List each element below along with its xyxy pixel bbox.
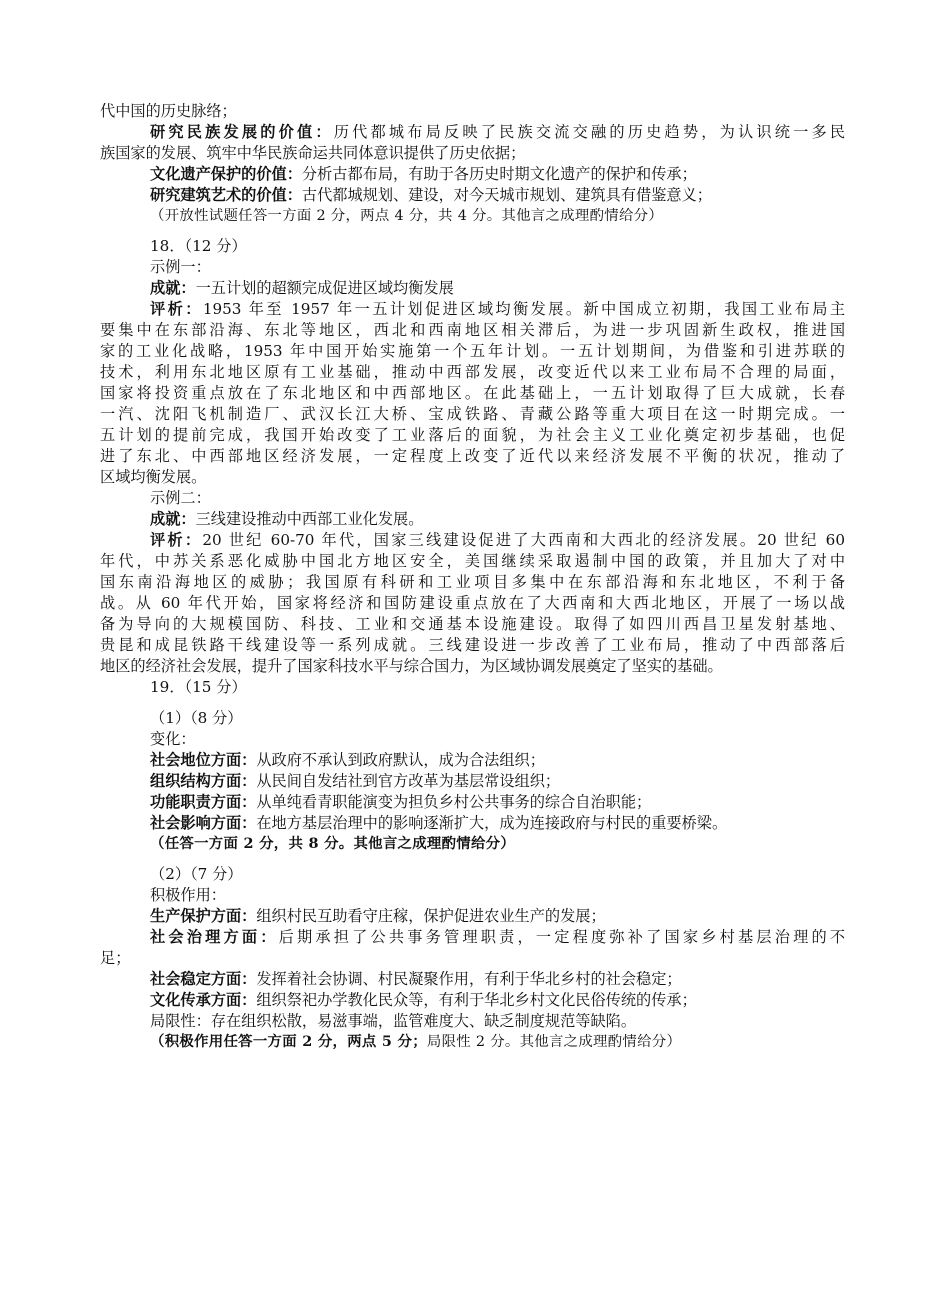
q19-heading: 19．（15 分） xyxy=(150,678,247,696)
q18-example2-eval-line: 备为导向的大规模国防、科技、工业和交通基本设施建设。取得了如四川西昌卫星发射基地、 xyxy=(100,615,845,633)
q18-example2-eval-line: 贵昆和成昆铁路干线建设等一系列成就。三线建设进一步改善了工业布局，推动了中西部落后 xyxy=(100,636,845,654)
q19-part1-item: 组织结构方面：从民间自发结社到官方改革为基层常设组织； xyxy=(150,772,561,790)
q17-scoring-note: （开放性试题任答一方面 2 分，两点 4 分，共 4 分。其他言之成理酌情给分） xyxy=(150,208,664,224)
q18-heading: 18．（12 分） xyxy=(150,237,247,255)
q19-part2-item-cont: 足； xyxy=(100,949,131,967)
q19-part2-heading: （2）（7 分） xyxy=(150,865,243,883)
q18-example1-eval-line: 要集中在东部沿海、东北等地区，西北和西南地区相关滞后，为进一步巩固新生政权，推进国 xyxy=(100,321,845,339)
q18-example2-eval-line: 战。从 60 年代开始，国家将经济和国防建设重点放在了大西南和大西北地区，开展了一场以战 xyxy=(100,594,845,612)
q17-point-ethnic: 研究民族发展的价值：历代都城布局反映了民族交流交融的历史趋势，为认识统一多民 xyxy=(150,123,845,141)
q18-example1-eval-line: 家的工业化战略，1953 年中国开始实施第一个五年计划。一五计划期间，为借鉴和引进苏联的 xyxy=(100,342,845,360)
q17-point-architecture-label: 研究建筑艺术的价值： xyxy=(150,186,302,204)
q18-example1-eval-line: 五计划的提前完成，我国开始改变了工业落后的面貌，为社会主义工业化奠定初步基础，也促 xyxy=(100,426,845,444)
q17-point-architecture: 研究建筑艺术的价值：古代都城规划、建设，对今天城市规划、建筑具有借鉴意义； xyxy=(150,186,712,204)
q19-part2-item: 文化传承方面：组织祭祀办学教化民众等，有利于华北乡村文化民俗传统的传承； xyxy=(150,991,697,1009)
q18-example1-eval-line: 进了东北、中西部地区经济发展，一定程度上改变了近代以来经济发展不平衡的状况，推动了 xyxy=(100,447,845,465)
q19-part2-scoring-note: （积极作用任答一方面 2 分，两点 5 分；局限性 2 分。其他言之成理酌情给分） xyxy=(150,1033,682,1050)
q18-example2-achievement: 成就：三线建设推动中西部工业化发展。 xyxy=(150,510,424,528)
q18-example1-achievement: 成就：一五计划的超额完成促进区域均衡发展 xyxy=(150,279,454,297)
q18-example2-eval-line: 国东南沿海地区的威胁；我国原有科研和工业项目多集中在东部沿海和东北地区，不利于备 xyxy=(100,573,845,591)
q19-part2-item: 社会治理方面：后期承担了公共事务管理职责，一定程度弥补了国家乡村基层治理的不 xyxy=(150,928,845,946)
q18-example2-eval-line: 地区的经济社会发展，提升了国家科技水平与综合国力，为区域协调发展奠定了坚实的基础。 xyxy=(100,657,723,675)
q19-part1-item: 功能职责方面：从单纯看青职能演变为担负乡村公共事务的综合自治职能； xyxy=(150,793,652,811)
q19-part1-item: 社会地位方面：从政府不承认到政府默认，成为合法组织； xyxy=(150,751,545,769)
q19-part2-positive-label: 积极作用： xyxy=(150,886,226,904)
q18-example2-eval-line: 年代，中苏关系恶化威胁中国北方地区安全，美国继续采取遏制中国的政策，并且加大了对中 xyxy=(100,552,845,570)
q17-point-ethnic-cont: 族国家的发展、筑牢中华民族命运共同体意识提供了历史依据； xyxy=(100,144,526,162)
q19-part2-item: 生产保护方面：组织村民互助看守庄稼，保护促进农业生产的发展； xyxy=(150,907,606,925)
q18-example1-eval-line: 技术，利用东北地区原有工业基础，推动中西部发展，改变近代以来工业布局不合理的局面， xyxy=(100,363,845,381)
q19-part2-item: 社会稳定方面：发挥着社会协调、村民凝聚作用，有利于华北乡村的社会稳定； xyxy=(150,970,682,988)
q18-example1-eval-line: 评析：1953 年至 1957 年一五计划促进区域均衡发展。新中国成立初期，我国工业布局主 xyxy=(150,300,845,318)
q19-part2-limitation: 局限性：存在组织松散，易滋事端，监管难度大、缺乏制度规范等缺陷。 xyxy=(150,1012,636,1030)
q17-point-heritage: 文化遗产保护的价值：分析古都布局，有助于各历史时期文化遗产的保护和传承； xyxy=(150,165,697,183)
q19-part1-change-label: 变化： xyxy=(150,730,196,748)
q18-example1-title: 示例一： xyxy=(150,258,211,276)
q19-part1-item: 社会影响方面：在地方基层治理中的影响逐渐扩大，成为连接政府与村民的重要桥梁。 xyxy=(150,814,728,832)
q18-example1-eval-line: 区域均衡发展。 xyxy=(100,468,207,486)
q18-example2-eval-line: 评析：20 世纪 60-70 年代，国家三线建设促进了大西南和大西北的经济发展。20 世纪 60 xyxy=(150,531,845,549)
q19-part1-scoring-note: （任答一方面 2 分，共 8 分。其他言之成理酌情给分） xyxy=(150,835,516,852)
q17-point-ethnic-label: 研究民族发展的价值： xyxy=(150,123,334,141)
q19-part1-heading: （1）（8 分） xyxy=(150,709,243,727)
q17-continuation-line: 代中国的历史脉络； xyxy=(100,102,237,120)
q18-example1-eval-line: 一汽、沈阳飞机制造厂、武汉长江大桥、宝成铁路、青藏公路等重大项目在这一时期完成。一 xyxy=(100,405,845,423)
q18-example1-eval-line: 国家将投资重点放在了东北地区和中西部地区。在此基础上，一五计划取得了巨大成就，长春 xyxy=(100,384,845,402)
q17-point-heritage-label: 文化遗产保护的价值： xyxy=(150,165,302,183)
q18-example2-title: 示例二： xyxy=(150,489,211,507)
